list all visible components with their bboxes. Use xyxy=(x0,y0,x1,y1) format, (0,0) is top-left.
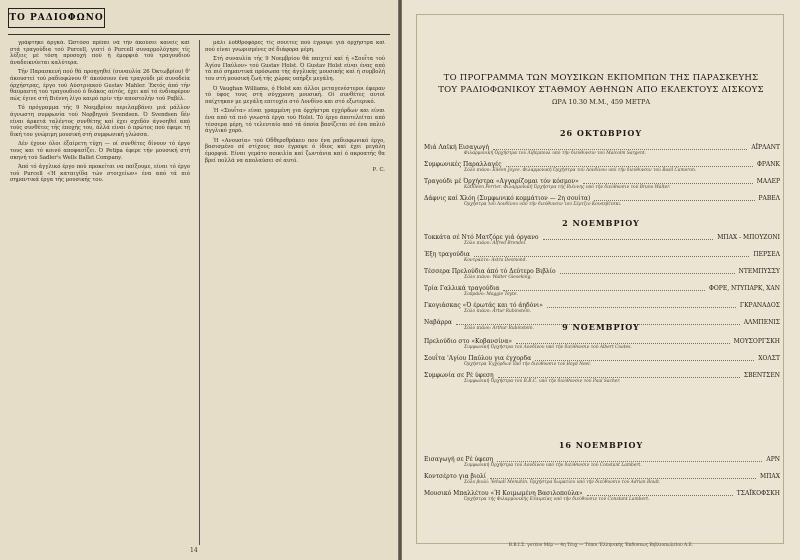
leader-dots xyxy=(547,307,736,309)
schedule-entry xyxy=(424,195,780,209)
work-title: Τοκκάτα σέ Ντό Ματζόρε γιά όργανο xyxy=(424,234,539,241)
paragraph: Δέν έχουν όλοι έξαίρετη τύχη — οί συνθέτες δίνουν τό έργο τους και τό κοινό αποφασίζει. Ό Petipa έφερε τήν μουσική στή σκηνή τού Sadler's Wells Ballet Company. xyxy=(10,141,190,161)
schedule-day-heading: 16 ΝΟΕΜΒΡΙΟΥ xyxy=(558,440,644,450)
work-title: Σουΐτα 'Αγίου Παύλου για έγχορδα xyxy=(424,355,532,362)
article-column-2 xyxy=(205,40,385,545)
paragraph: Ή «Σουΐτα» είναι γραμμένη για όρχήστρα εγχόρδων και είναι ένα από τά πιό γνωστά έργα τού Holst. Τό έργο άποτελείται από τέσσερα μέρη, τό τελευταίο από τά όποία βασίζεται σέ ένα παλιό άγγλικό χορό. xyxy=(205,108,385,135)
left-page xyxy=(0,0,398,560)
composer-name: ΡΑΒΕΛ xyxy=(758,195,780,202)
composer-name: ΦΡΑΝΚ xyxy=(756,161,780,168)
performer-credit: Σόλο πιάνο: Alfred Brendel. xyxy=(464,241,527,246)
performer-credit: Όρχήστρα τού Λονδίνου υπό τήν διεύθυνσιν τού Σέρτζιο Κουσεβίτσκι. xyxy=(464,202,622,207)
printer-footer: Β.Β.Ι.Σ. γοτέου Μέρ — 4η Τέυχ — Τύποι Έλληνικής Έκδοσεως Βιβλιοπωλείου Α.Ε. xyxy=(508,543,694,548)
page-number: 14 xyxy=(190,547,198,554)
performer-credit: Συμφωνική Όρχήστρα τού Λονδίνου υπό τήν διεύθυνσιν τού Albert Coates. xyxy=(464,345,632,350)
work-title: Δάφνις καί Χλόη (Συμφωνικό κομμάτιον — 2η σουίτα) xyxy=(424,195,591,202)
composer-name: ΤΣΑΪΚΟΦΣΚΗ xyxy=(736,490,780,497)
schedule-day-heading: 2 ΝΟΕΜΒΡΙΟΥ xyxy=(562,218,640,228)
composer-name: ΦΟΡΕ, ΝΤΥΠΑΡΚ, ΧΑΝ xyxy=(708,285,780,292)
page-header: ΤΟ ΡΑΔΙΟΦΩΝΟ xyxy=(8,8,105,28)
article-column-1 xyxy=(10,40,190,545)
composer-name: ΧΟΛΣΤ xyxy=(758,355,780,362)
leader-dots xyxy=(543,239,714,241)
performer-credit: Σόλο πιάνο: Arthur Rubinstein. xyxy=(464,326,534,331)
program-title-line-2: ΤΟΥ ΡΑΔΙΟΦΩΝΙΚΟΥ ΣΤΑΘΜΟΥ ΑΘΗΝΩΝ ΑΠΟ ΕΚΛΕΚΤΟΥΣ ΔΙΣΚΟΥΣ xyxy=(438,85,764,95)
work-title: Γκογιάσκας «Ό έρωτάς και τό άηδόνι» xyxy=(424,302,543,309)
schedule-entry xyxy=(424,473,780,487)
author-signature: Ρ. C. xyxy=(372,167,385,174)
composer-name: ΑΪΡΛΑΝΤ xyxy=(751,144,780,151)
performer-credit: Σόλο πιάνο: Eileen Joyce. Φιλαρμονική Όρχήστρα τού Λονδίνου υπό τήν διεύθυνσιν τού Basil Cameron. xyxy=(464,168,697,173)
performer-credit: Σόλο πιάνο: Artur Rubinstein. xyxy=(464,309,532,314)
schedule-day-heading: 9 ΝΟΕΜΒΡΙΟΥ xyxy=(562,322,640,332)
schedule-entry xyxy=(424,178,780,192)
performer-credit: Kathleen Ferrier. Φιλαρμονική Όρχήστρα τής Βιέννης υπό τήν διεύθυνσιν τού Bruno Walter. xyxy=(464,185,671,190)
broadcast-time: ΩΡΑ 10.30 Μ.Μ., 459 ΜΕΤΡΑ xyxy=(551,98,651,106)
work-title: Τραγούδι μέ Όρχήστρα «Αγγαρίζομαι τόν κόσμον» xyxy=(424,178,579,185)
paragraph: γράφτηκε άργκά. Ώστόσο πρέπει νά τήν άκούσει κανείς καί στά τραγούδια τού Purcell, γιατί ό Purcell συναρμολόγησε τίς λέξεις μέ τόση προσοχή πού ή έμορφιά τού τραγουδιού άναδεικνύεται καλύτερα. xyxy=(10,40,190,66)
work-title: Εισαγωγή σε Ρέ ύφεση xyxy=(424,456,494,463)
schedule-entry xyxy=(424,251,780,265)
performer-credit: Συμφωνική Όρχήστρα τού B.B.C. υπό τήν διεύθυνσιν τού Paul Sacher. xyxy=(464,379,621,384)
work-title: Τρία Γαλλικά τραγούδια xyxy=(424,285,500,292)
schedule-entry xyxy=(424,456,780,470)
leader-dots xyxy=(503,290,704,292)
leader-dots xyxy=(560,273,735,275)
column-divider xyxy=(199,40,200,545)
composer-name: ΠΕΡΣΕΛ xyxy=(753,251,780,258)
schedule-entry xyxy=(424,338,780,352)
composer-name: ΑΛΜΠΕΝΙΣ xyxy=(743,319,780,326)
composer-name: ΑΡΝ xyxy=(766,456,780,463)
paragraph: Τό πρόγραμμα τής 9 Νοεμβρίου περιλαμβάνει μιά μάλλον άγνωστη συμφωνία τού Νορβηγού Svendsen. Ό Svendsen δέν είναι άρκετά ταλέντος συνθέτης καί έχει σχεδόν άγνοηθεί από τούς συνθέτες τής έποχής του, άλλά είναι ό πρώτος πού έφερε τή δική του γνώριμη μουσική στή συμφωνική γλώσσα. xyxy=(10,105,190,138)
performer-credit: Φιλαρμονική Όρχήστρα τού Λίβερπουλ υπό τήν διεύθυνσιν τού Malcolm Sargent. xyxy=(464,151,646,156)
work-title: Ναβάρρα xyxy=(424,319,452,326)
schedule-entry xyxy=(424,234,780,248)
composer-name: ΜΠΑΧ - ΜΠΟΥΖΟΝΙ xyxy=(717,234,780,241)
paragraph: Άπό τό άγγλικό έργο πού προκείται να παίξουμε, είναι τό έργο τού Purcell «Ή καταιγίδα τών στοιχείων» ένα από τά πιό σημαντικά έργα τής μουσικής του. xyxy=(10,164,190,184)
composer-name: ΜΠΑΧ xyxy=(760,473,780,480)
composer-name: ΜΑΛΕΡ xyxy=(756,178,780,185)
work-title: Μουσικό Μπαλλέτου «Ή Κοιμωμένη Βασιλοπούλα» xyxy=(424,490,583,497)
performer-credit: Κοντραλτο: Astra Desmond. xyxy=(464,258,527,263)
schedule-entry xyxy=(424,144,780,158)
paragraph: Ή «Ανουσία» τού Οδθεροθράκευ που ένα ραδιοφωνικό έργο, βασισμένο σέ στίχους που έγραψε ό ίδιος καί έχει μεγάλη έμορφιά. Είναι γεμάτο ποικιλία καί ζωντάνια καί ό ακροατής θα βρεί πολλά να απολαύσει σέ αυτό. xyxy=(205,137,385,164)
program-title-line-1: ΤΟ ΠΡΟΓΡΑΜΜΑ ΤΩΝ ΜΟΥΣΙΚΩΝ ΕΚΠΟΜΠΩΝ ΤΗΣ ΠΑΡΑΣΚΕΥΗΣ xyxy=(443,73,759,83)
work-title: Έξη τραγούδια xyxy=(424,251,470,258)
schedule-entry xyxy=(424,161,780,175)
work-title: Συμφωνικές Παραλλαγές xyxy=(424,161,502,168)
schedule-entry xyxy=(424,372,780,386)
header-rule xyxy=(8,34,390,35)
schedule-entry xyxy=(424,355,780,369)
performer-credit: Όρχήστρα Έγχόρδων υπό τήν διεύθυνσιν τού Boyd Neel. xyxy=(464,362,592,367)
work-title: Κοντσέρτο για βιολί xyxy=(424,473,487,480)
schedule-entry xyxy=(424,285,780,299)
performer-credit: Συμφωνική Όρχήστρα τού Λονδίνου υπό τήν διεύθυνσιν τού Constant Lambert. xyxy=(464,463,642,468)
right-page xyxy=(402,0,800,560)
schedule-day-heading: 26 ΟΚΤΩΒΡΙΟΥ xyxy=(559,128,643,138)
paragraph: Ό Vaughan Williams, ό Holst και άλλοι μεταγενέστεροι έφεραν τό ύφος τους στή σύγχρονη μουσική. Οί συνθέτες αυτοί παίχτηκαν με μεγάλη επιτυχία στό Λονδίνο και στό εξωτερικό. xyxy=(205,85,385,105)
performer-credit: Όρχήστρα τής Φιλαρμονικής Εταιρείας υπό τήν διεύθυνσιν τού Constant Lambert. xyxy=(464,497,650,502)
schedule-entry xyxy=(424,490,780,504)
paragraph: Στή συναυλία τής 9 Νοεμβρίου θά παιχτεί καί ή «Σουΐτα τού Άγίου Παύλου» τού Gustav Holst. Ό Gustav Holst είναι ένας από τά πιό σημαντικά πρόσωπα τής άγγλικής μουσικής καί ή συμβολή του στή μουσική ζωή τής χώρας υπήρξε μεγάλη. xyxy=(205,56,385,82)
work-title: Μιά Λαϊκή Εισαγωγή xyxy=(424,144,489,151)
schedule-entry xyxy=(424,302,780,316)
work-title: Τέσσερα Πρελούδια άπό τό Δεύτερο Βιβλίο xyxy=(424,268,556,275)
performer-credit: Σοπράνο: Maggie Teyte. xyxy=(464,292,518,297)
composer-name: ΜΟΥΣΟΡΓΣΚΗ xyxy=(733,338,780,345)
composer-name: ΣΒΕΝΤΣΕΝ xyxy=(743,372,780,379)
work-title: Πρελούδιο στο «Κοβανσίνα» xyxy=(424,338,513,345)
schedule-entry xyxy=(424,268,780,282)
work-title: Συμφωνία σε Ρέ ύφεση xyxy=(424,372,494,379)
paragraph: Τήν Παρασκευή πού θά προηγηθεί (συναυλία 26 Όκτωβρίου) θ' άκουστεί τού ραδιοφώνου θ' άκούσουν ένα τραγούδι μέ συνοδεία όρχήστρας, έργο τού Αύστριακού Gustav Mahler. Έκτός άπό τήν θαυμαστή τού τραγουδιού ό διάκος αύτός, έχει καί τό ένδιαφέρον πώς έγινε στή Βιέννη λίγο καιρό πρίν τήν αποστολήν τού Ραβέλ. xyxy=(10,69,190,102)
program-title xyxy=(422,72,780,96)
composer-name: ΓΚΡΑΝΑΔΟΣ xyxy=(739,302,780,309)
performer-credit: Σόλο πιάνο: Walter Gieseking. xyxy=(464,275,532,280)
paragraph: μάλι λοδθροφόρες τίς σουΐτες πού έγραψε γιά όρχήστρα καί πού είναι γνωρισμένες σέ διάφορα μέρη. xyxy=(205,40,385,53)
performer-credit: Σόλο βιολί: Yehudi Menuhin. Όρχήστρα δωματίου υπό τήν διεύθυνσιν τού Adrian Boult. xyxy=(464,480,661,485)
composer-name: ΝΤΕΜΠΥΣΣΥ xyxy=(738,268,780,275)
